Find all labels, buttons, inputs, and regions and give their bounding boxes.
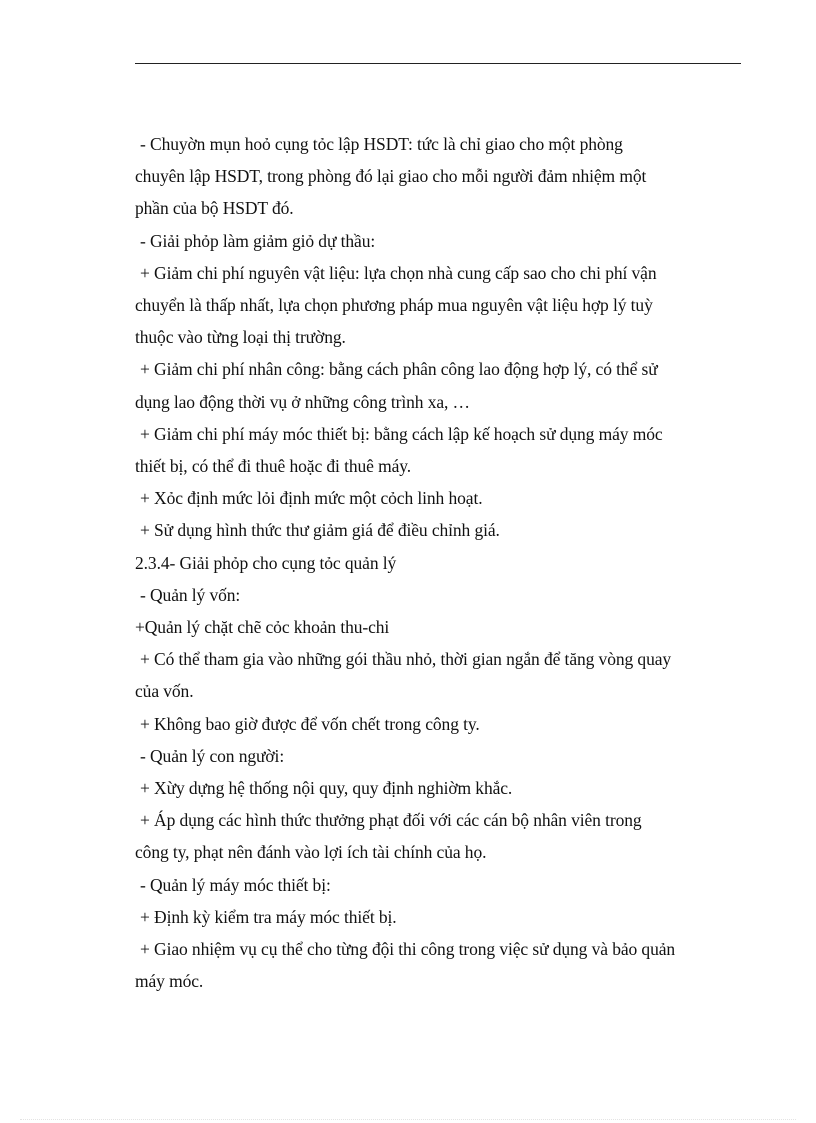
text-line: chuyên lập HSDT, trong phòng đó lại giao cho mỗi người đảm nhiệm một bbox=[135, 166, 647, 187]
text-line: + Không bao giờ được để vốn chết trong công ty. bbox=[140, 713, 480, 734]
text-line: + Sử dụng hình thức thư giảm giá để điều chỉnh giá. bbox=[140, 520, 500, 541]
text-line: thuộc vào từng loại thị trường. bbox=[135, 327, 346, 348]
text-line: + Giảm chi phí nhân công: bằng cách phân công lao động hợp lý, có thể sử bbox=[140, 359, 658, 380]
header-rule bbox=[135, 63, 741, 64]
text-line: máy móc. bbox=[135, 971, 204, 992]
footer-rule bbox=[20, 1119, 796, 1120]
text-line: + Có thể tham gia vào những gói thầu nhỏ, thời gian ngắn để tăng vòng quay bbox=[140, 649, 672, 670]
text-line: - Quản lý con người: bbox=[140, 745, 285, 766]
document-body bbox=[135, 128, 745, 997]
text-line: +Quản lý chặt chẽ cỏc khoản thu-chi bbox=[135, 617, 390, 638]
text-line: + Áp dụng các hình thức thưởng phạt đối với các cán bộ nhân viên trong bbox=[140, 810, 642, 831]
text-line: + Xừy dựng hệ thống nội quy, quy định nghiờm khắc. bbox=[140, 778, 513, 799]
text-line: của vốn. bbox=[135, 681, 194, 702]
text-line: + Giảm chi phí nguyên vật liệu: lựa chọn nhà cung cấp sao cho chi phí vận bbox=[140, 262, 657, 283]
text-line: + Giảm chi phí máy móc thiết bị: bằng cách lập kế hoạch sử dụng máy móc bbox=[140, 423, 663, 444]
text-line: - Quản lý vốn: bbox=[140, 584, 241, 605]
text-line: dụng lao động thời vụ ở những công trình xa, … bbox=[135, 391, 470, 412]
text-line: + Giao nhiệm vụ cụ thể cho từng đội thi công trong việc sử dụng và bảo quản bbox=[140, 939, 676, 960]
text-line: - Quản lý máy móc thiết bị: bbox=[140, 874, 331, 895]
text-line: + Định kỳ kiểm tra máy móc thiết bị. bbox=[140, 906, 397, 927]
text-line: 2.3.4- Giải phỏp cho cụng tỏc quản lý bbox=[135, 552, 397, 573]
text-line: công ty, phạt nên đánh vào lợi ích tài chính của họ. bbox=[135, 842, 487, 863]
text-line: - Giải phỏp làm giảm giỏ dự thầu: bbox=[140, 230, 376, 251]
text-line: phần của bộ HSDT đó. bbox=[135, 198, 294, 219]
text-line: + Xỏc định mức lỏi định mức một cỏch linh hoạt. bbox=[140, 488, 483, 509]
text-line: - Chuyờn mụn hoỏ cụng tỏc lập HSDT: tức là chỉ giao cho một phòng bbox=[140, 134, 623, 154]
text-line: chuyển là thấp nhất, lựa chọn phương pháp mua nguyên vật liệu hợp lý tuỳ bbox=[135, 295, 653, 316]
text-line: thiết bị, có thể đi thuê hoặc đi thuê máy. bbox=[135, 456, 412, 477]
